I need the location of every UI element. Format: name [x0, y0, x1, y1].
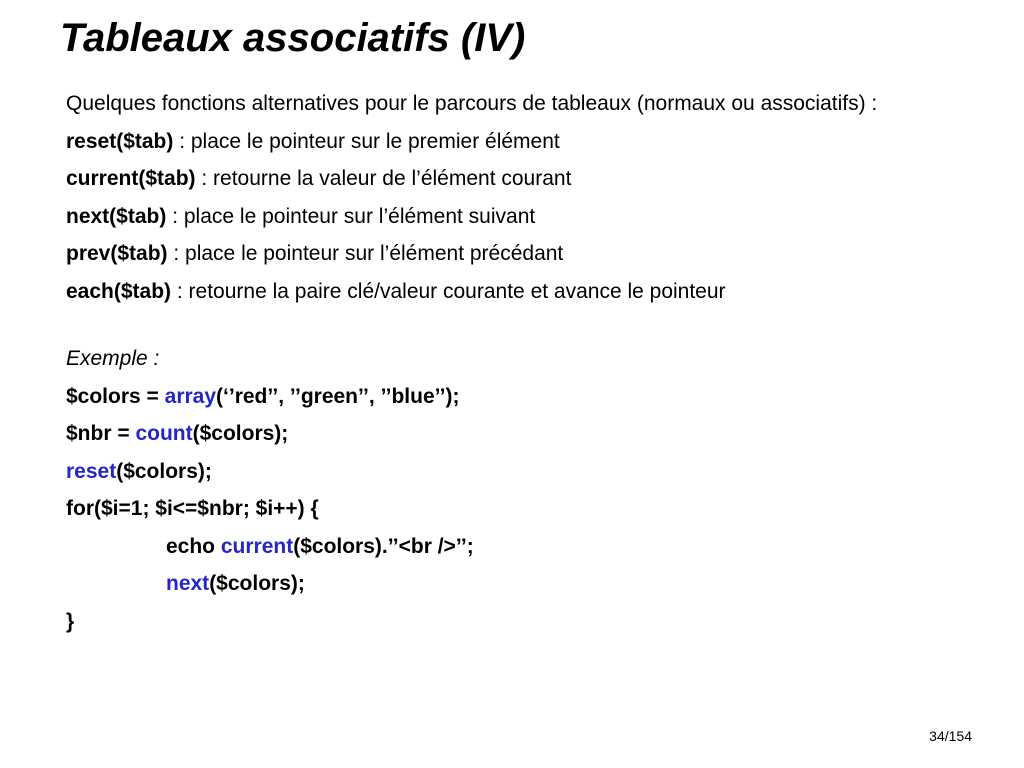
function-desc: : place le pointeur sur l’élément précédant [167, 242, 564, 265]
code-text: (‘’red’’, ’’green’’, ’’blue’’); [216, 384, 460, 408]
function-desc: : place le pointeur sur le premier élément [173, 129, 560, 153]
code-line [66, 381, 946, 413]
code-line [66, 493, 946, 525]
example-label: Exemple : [66, 347, 160, 370]
code-text: $nbr = [66, 422, 136, 445]
code-text: $colors = [66, 384, 165, 408]
slide-body [66, 88, 946, 643]
code-keyword: current [220, 534, 294, 558]
function-desc: : retourne la paire clé/valeur courante et avance le pointeur [171, 279, 726, 303]
function-item [66, 238, 946, 270]
code-keyword: array [164, 384, 217, 408]
function-item [66, 163, 946, 195]
code-line [66, 418, 946, 450]
code-text: ($colors); [209, 572, 305, 595]
code-line [66, 568, 946, 600]
code-keyword: reset [66, 459, 117, 483]
function-name: current($tab) [66, 167, 196, 190]
function-item [66, 276, 946, 308]
function-name: each($tab) [66, 279, 172, 303]
code-text: ($colors); [192, 422, 289, 445]
code-line [66, 606, 946, 638]
function-name: reset($tab) [66, 129, 174, 153]
slide-title: Tableaux associatifs (IV) [60, 16, 526, 60]
code-keyword: count [135, 422, 193, 445]
code-line [66, 531, 946, 563]
code-text: } [66, 609, 75, 633]
code-text: echo [166, 534, 221, 558]
function-item [66, 201, 946, 233]
function-name: next($tab) [66, 204, 167, 228]
code-text: ($colors).’’<br />’’; [293, 534, 474, 558]
code-keyword: next [166, 572, 210, 595]
intro-text: Quelques fonctions alternatives pour le parcours de tableaux (normaux ou associatifs) : [66, 92, 878, 115]
function-desc: : place le pointeur sur l’élément suivant [166, 204, 536, 228]
function-desc: : retourne la valeur de l’élément courant [195, 167, 572, 190]
code-text: for($i=1; $i<=$nbr; $i++) { [66, 497, 319, 520]
function-name: prev($tab) [66, 242, 168, 265]
code-line [66, 456, 946, 488]
function-item [66, 126, 946, 158]
code-text: ($colors); [116, 459, 212, 483]
page-number: 34/154 [929, 728, 972, 744]
